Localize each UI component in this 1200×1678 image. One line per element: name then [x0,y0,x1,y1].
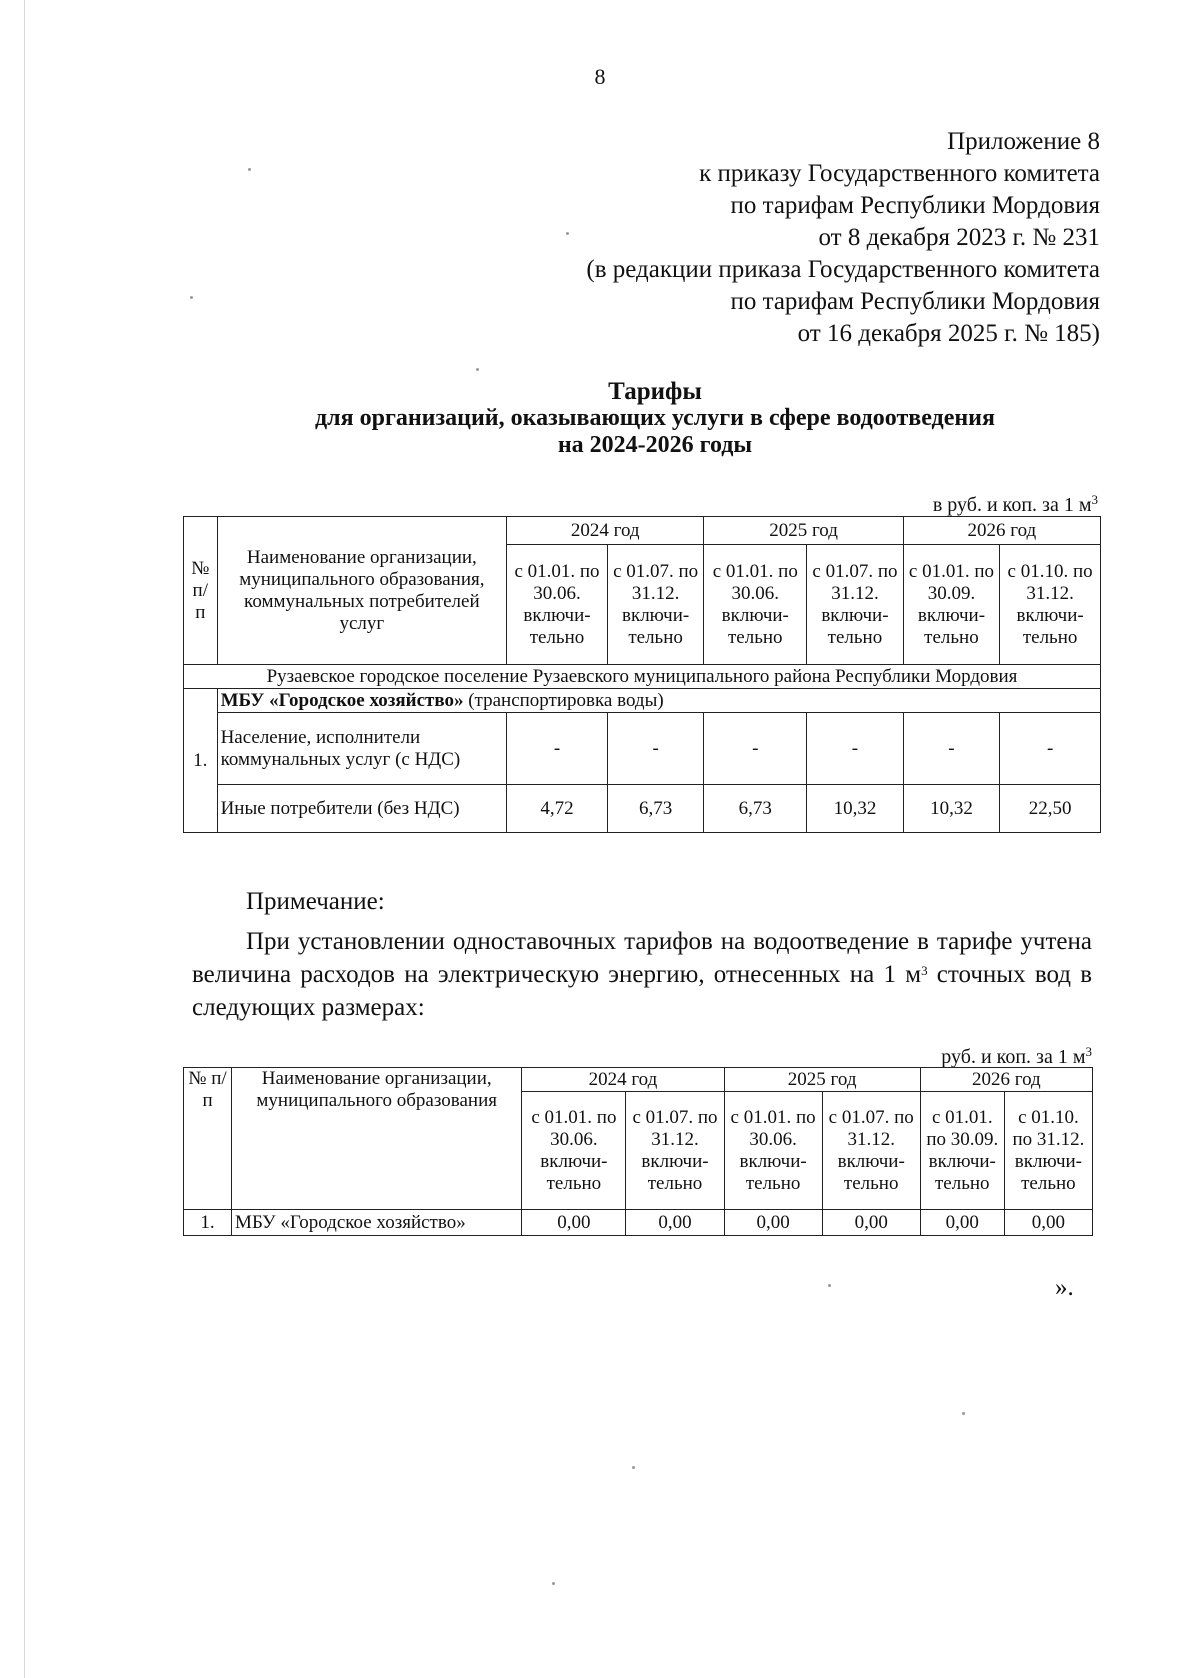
energy-value: 0,00 [626,1210,724,1236]
table-row [184,785,1101,833]
header-period: с 01.10. по 31.12. включи-тельно [1000,545,1101,665]
header-name: Наименование организации, муниципального образования [232,1068,522,1210]
appendix-line: от 8 декабря 2023 г. № 231 [818,224,1100,251]
header-year: 2026 год [903,517,1100,545]
tariff-value: - [903,713,1000,785]
header-period: с 01.07. по 31.12. включи-тельно [607,545,704,665]
header-period: с 01.01. по 30.06. включи-тельно [724,1092,822,1210]
note-text-part: сточных вод в следующих размерах: [192,961,1093,1021]
scan-speck [962,1412,965,1415]
header-period: с 01.01. по 30.06. включи-тельно [507,545,608,665]
units-text: в руб. и коп. за 1 м [932,494,1092,516]
table-header-row [184,517,1101,545]
tariff-value: - [807,713,904,785]
energy-cost-table [183,1067,1093,1236]
organization-note: (транспортировка воды) [463,689,664,711]
energy-value: 0,00 [724,1210,822,1236]
header-period: с 01.01. по 30.06. включи-тельно [704,545,807,665]
header-period: с 01.07. по 31.12. включи-тельно [626,1092,724,1210]
tariff-value: 10,32 [903,785,1000,833]
appendix-line: (в редакции приказа Государственного комитета [586,256,1100,283]
row-number: 1. [184,1210,232,1236]
appendix-header [586,126,1100,350]
scan-speck [552,1582,555,1585]
organization-name: МБУ «Городское хозяйство» [232,1210,522,1236]
note-text [192,925,1092,1024]
scan-speck [632,1466,635,1469]
units-superscript: 3 [1085,1044,1092,1059]
note-title: Примечание: [246,888,385,915]
tariff-value: - [607,713,704,785]
header-number: № п/п [184,1068,232,1210]
note-text-part: При установлении одноставочных тарифов на водоотведение в тарифе учтена величина расходов на электрическую энергию, отнесенных на 1 м [192,928,1092,988]
table-row [184,665,1101,689]
tariff-value: 22,50 [1000,785,1101,833]
energy-units-label [941,1046,1092,1069]
closing-quote: ». [1055,1274,1074,1301]
appendix-line: по тарифам Республики Мордовия [730,192,1100,219]
header-period: с 01.07. по 31.12. включи-тельно [807,545,904,665]
tariff-value: 10,32 [807,785,904,833]
settlement-row: Рузаевское городское поселение Рузаевского муниципального района Республики Мордовия [184,665,1101,689]
energy-value: 0,00 [522,1210,626,1236]
note-superscript: 3 [921,963,928,978]
header-period: с 01.01. по 30.09. включи-тельно [903,545,1000,665]
scan-speck [828,1284,831,1287]
header-period: с 01.01. по 30.06. включи-тельно [522,1092,626,1210]
header-year: 2025 год [704,517,903,545]
units-text: руб. и коп. за 1 м [941,1046,1086,1068]
scan-margin-line [24,0,25,1678]
organization-row [217,689,1100,713]
scan-speck [476,368,479,371]
consumer-name: Население, исполнители коммунальных услуг (с НДС) [217,713,507,785]
appendix-line: по тарифам Республики Мордовия [730,288,1100,315]
scan-speck [566,232,569,235]
tariff-table [183,516,1101,833]
title-line: Тарифы [608,378,702,405]
tariff-value: - [704,713,807,785]
header-year: 2024 год [507,517,704,545]
header-period: с 01.07. по 31.12. включи-тельно [822,1092,920,1210]
units-superscript: 3 [1091,492,1098,507]
organization-name: МБУ «Городское хозяйство» [220,689,464,711]
header-year: 2026 год [920,1068,1092,1092]
tariff-value: - [507,713,608,785]
header-year: 2024 год [522,1068,724,1092]
page-number: 8 [594,64,606,89]
table-header-row [184,1068,1093,1092]
table-row [184,713,1101,785]
header-name: Наименование организации, муниципального образования, коммунальных потребителей услуг [217,517,507,665]
header-year: 2025 год [724,1068,920,1092]
tariff-value: 6,73 [607,785,704,833]
consumer-name: Иные потребители (без НДС) [217,785,507,833]
tariff-value: - [1000,713,1101,785]
scan-speck [248,168,251,171]
appendix-line: Приложение 8 [947,128,1100,155]
title-line: на 2024-2026 годы [557,432,753,458]
document-title [0,378,1200,459]
energy-value: 0,00 [822,1210,920,1236]
tariff-value: 6,73 [704,785,807,833]
appendix-line: от 16 декабря 2025 г. № 185) [797,320,1100,347]
row-number: 1. [184,689,218,833]
tariff-units-label [933,494,1098,517]
header-period: с 01.01. по 30.09. включи-тельно [920,1092,1004,1210]
energy-value: 0,00 [1004,1210,1092,1236]
appendix-line: к приказу Государственного комитета [699,160,1100,187]
header-number: № п/ п [184,517,218,665]
title-line: для организаций, оказывающих услуги в сфере водоотведения [315,405,995,431]
scan-speck [190,296,193,299]
header-period: с 01.10. по 31.12. включи-тельно [1004,1092,1092,1210]
table-row [184,689,1101,713]
table-row [184,1210,1093,1236]
tariff-value: 4,72 [507,785,608,833]
energy-value: 0,00 [920,1210,1004,1236]
